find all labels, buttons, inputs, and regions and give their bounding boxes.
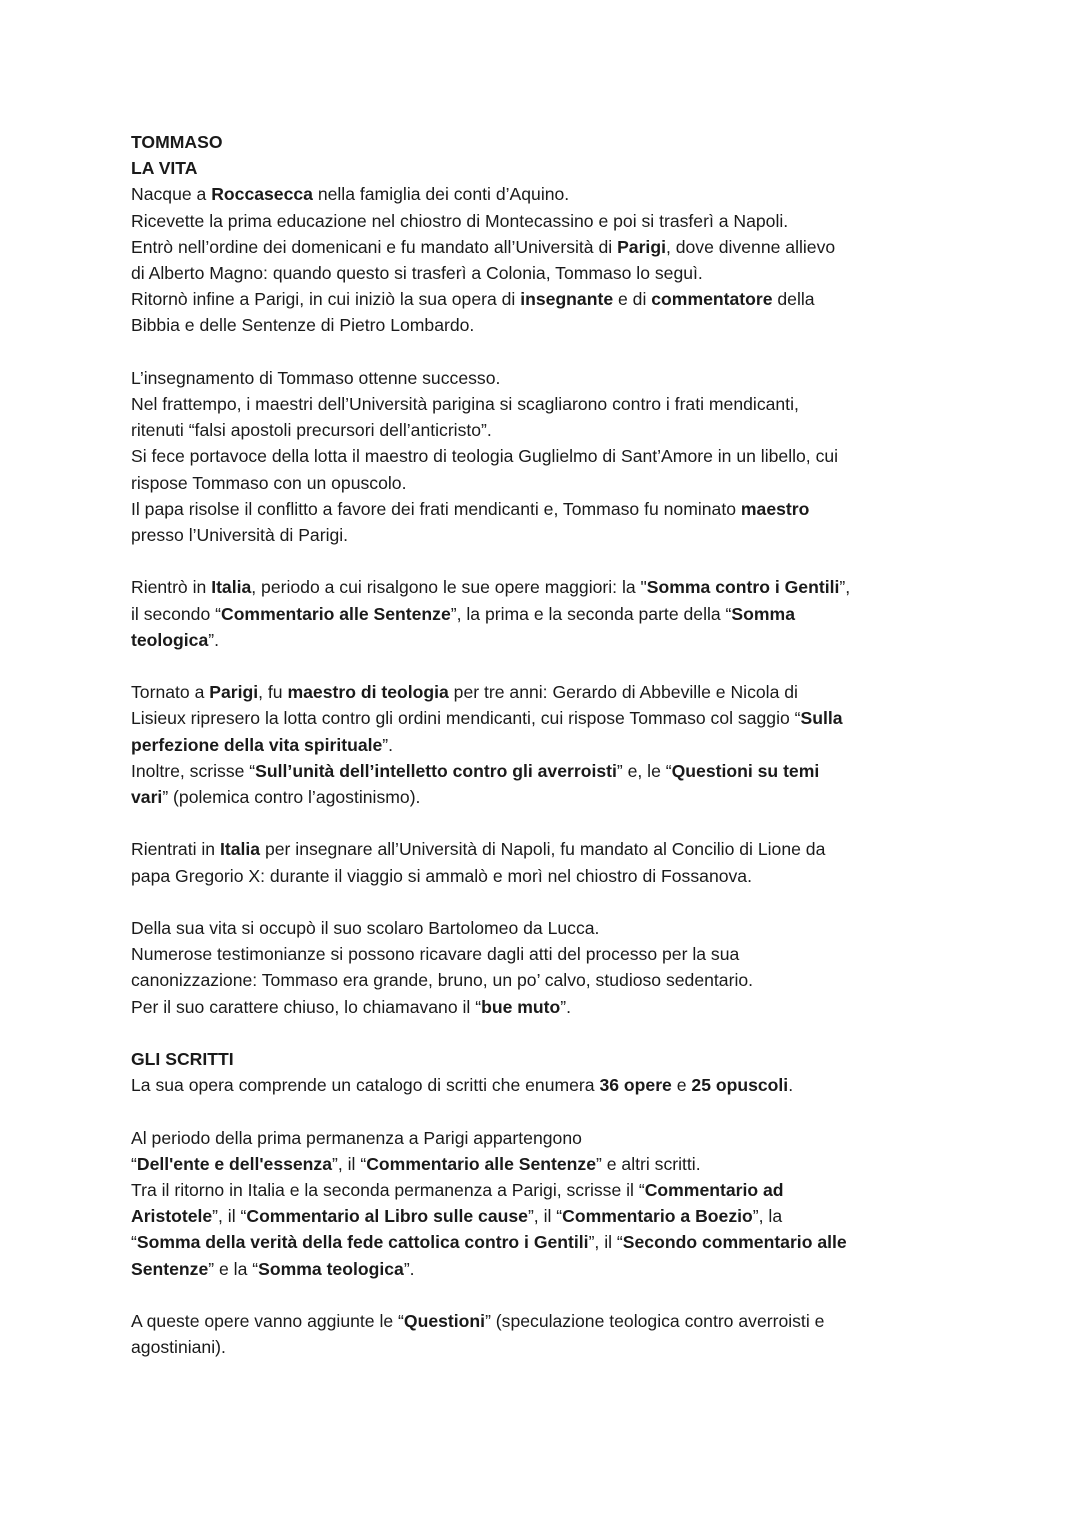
bold-text: perfezione della vita spirituale xyxy=(131,734,383,755)
bold-text: Commentario alle Sentenze xyxy=(220,603,451,624)
text-line xyxy=(131,1334,961,1360)
text-run: Entrò nell’ordine dei domenicani e fu mandato all’Università di xyxy=(131,236,618,257)
text-run: ”, la prima e la seconda parte della “ xyxy=(450,603,732,624)
text-run: ” e altri scritti. xyxy=(595,1153,701,1174)
text-line xyxy=(131,1072,961,1098)
bold-text: Sentenze xyxy=(131,1258,209,1279)
text-run: Rientrò in xyxy=(131,577,212,598)
text-run: Rientrati in xyxy=(131,839,220,860)
text-line xyxy=(131,234,961,260)
bold-text: Dell'ente e dell'essenza xyxy=(136,1153,333,1174)
bold-text: Roccasecca xyxy=(211,184,313,205)
text-run: “ xyxy=(131,1232,137,1253)
text-line xyxy=(131,1256,961,1282)
text-line xyxy=(131,915,961,941)
text-run: ” (speculazione teologica contro averroisti e xyxy=(485,1311,825,1332)
text-line xyxy=(131,967,961,993)
text-line xyxy=(131,181,961,207)
text-run: , periodo a cui risalgono le sue opere maggiori: la " xyxy=(251,577,647,598)
text-run: canonizzazione: Tommaso era grande, bruno, un po’ calvo, studioso sedentario. xyxy=(131,970,754,991)
text-line xyxy=(131,286,961,312)
bold-text: commentatore xyxy=(651,289,773,310)
text-line xyxy=(131,208,961,234)
text-line xyxy=(131,417,961,443)
text-run: Della sua vita si occupò il suo scolaro Bartolomeo da Lucca. xyxy=(131,918,600,939)
text-line xyxy=(131,391,961,417)
text-line xyxy=(131,365,961,391)
bold-text: Somma contro i Gentili xyxy=(646,577,840,598)
text-run: Si fece portavoce della lotta il maestro di teologia Guglielmo di Sant’Amore in un libello, cui xyxy=(131,446,839,467)
blank-line xyxy=(131,889,961,915)
text-line xyxy=(131,1308,961,1334)
blank-line xyxy=(131,339,961,365)
text-run: e di xyxy=(613,289,652,310)
text-run: ” (polemica contro l’agostinismo). xyxy=(162,787,421,808)
bold-text: Questioni xyxy=(403,1311,486,1332)
text-run: agostiniani). xyxy=(131,1337,226,1358)
text-run: ”, la xyxy=(752,1206,783,1227)
text-run: ”, il “ xyxy=(588,1232,623,1253)
text-line xyxy=(131,260,961,286)
blank-line xyxy=(131,548,961,574)
text-line xyxy=(131,312,961,338)
text-line xyxy=(131,732,961,758)
blank-line xyxy=(131,810,961,836)
text-run: Tra il ritorno in Italia e la seconda permanenza a Parigi, scrisse il “ xyxy=(131,1180,645,1201)
text-run: Per il suo carattere chiuso, lo chiamavano il “ xyxy=(131,996,482,1017)
text-run: ”. xyxy=(560,996,572,1017)
text-run: Nacque a xyxy=(131,184,212,205)
text-run: per insegnare all’Università di Napoli, fu mandato al Concilio di Lione da xyxy=(260,839,826,860)
text-run: il secondo “ xyxy=(131,603,221,624)
text-line xyxy=(131,627,961,653)
text-line xyxy=(131,1046,961,1072)
bold-text: Somma teologica xyxy=(258,1258,404,1279)
text-line xyxy=(131,1229,961,1255)
text-run: ”, il “ xyxy=(332,1153,367,1174)
text-line xyxy=(131,784,961,810)
bold-text: maestro di teologia xyxy=(287,682,449,703)
text-line xyxy=(131,522,961,548)
bold-text: Sulla xyxy=(800,708,843,729)
text-run: ”, il “ xyxy=(527,1206,563,1227)
text-line xyxy=(131,470,961,496)
text-run: A queste opere vanno aggiunte le “ xyxy=(131,1311,404,1332)
bold-text: 36 opere xyxy=(599,1075,672,1096)
bold-text: 25 opuscoli xyxy=(691,1075,789,1096)
bold-text: Parigi xyxy=(209,682,259,703)
text-line xyxy=(131,129,961,155)
text-line xyxy=(131,155,961,181)
text-line xyxy=(131,705,961,731)
text-run: ” e la “ xyxy=(208,1258,259,1279)
bold-text: Somma della verità della fede cattolica contro i Gentili xyxy=(136,1232,589,1253)
text-run: Inoltre, scrisse “ xyxy=(131,760,256,781)
text-line xyxy=(131,679,961,705)
text-run: Nel frattempo, i maestri dell’Università parigina si scagliarono contro i frati mendicanti, xyxy=(131,394,799,415)
blank-line xyxy=(131,1020,961,1046)
text-line xyxy=(131,1151,961,1177)
text-line xyxy=(131,941,961,967)
text-run: ”, il “ xyxy=(212,1206,247,1227)
bold-text: Secondo commentario alle xyxy=(622,1232,847,1253)
bold-text: Commentario al Libro sulle cause xyxy=(246,1206,528,1227)
text-run: ”, xyxy=(839,577,851,598)
text-run: “ xyxy=(131,1153,137,1174)
text-run: e xyxy=(671,1075,692,1096)
text-run: Al periodo della prima permanenza a Parigi appartengono xyxy=(131,1127,582,1148)
bold-text: Commentario ad xyxy=(644,1180,784,1201)
text-run: nella famiglia dei conti d’Aquino. xyxy=(312,184,570,205)
text-run: Numerose testimonianze si possono ricavare dagli atti del processo per la sua xyxy=(131,944,740,965)
bold-text: Aristotele xyxy=(131,1206,213,1227)
text-run: Ritornò infine a Parigi, in cui iniziò la sua opera di xyxy=(131,289,521,310)
text-run: Tornato a xyxy=(131,682,210,703)
text-run: papa Gregorio X: durante il viaggio si ammalò e morì nel chiostro di Fossanova. xyxy=(131,865,752,886)
blank-line xyxy=(131,1098,961,1124)
text-run: ”. xyxy=(382,734,394,755)
text-line xyxy=(131,574,961,600)
text-line xyxy=(131,836,961,862)
blank-line xyxy=(131,653,961,679)
document-body xyxy=(131,129,961,1360)
bold-text: Commentario a Boezio xyxy=(562,1206,753,1227)
text-line xyxy=(131,1125,961,1151)
text-run: , fu xyxy=(258,682,288,703)
bold-text: Italia xyxy=(219,839,261,860)
bold-text: LA VITA xyxy=(131,158,198,179)
bold-text: Commentario alle Sentenze xyxy=(366,1153,596,1174)
bold-text: teologica xyxy=(131,629,209,650)
text-run: di Alberto Magno: quando questo si trasferì a Colonia, Tommaso lo seguì. xyxy=(131,263,703,284)
text-run: presso l’Università di Parigi. xyxy=(131,525,349,546)
text-line xyxy=(131,994,961,1020)
text-line xyxy=(131,601,961,627)
text-line xyxy=(131,443,961,469)
bold-text: Parigi xyxy=(617,236,666,257)
bold-text: bue muto xyxy=(481,996,561,1017)
blank-line xyxy=(131,1282,961,1308)
bold-text: Italia xyxy=(211,577,252,598)
text-run: L’insegnamento di Tommaso ottenne successo. xyxy=(131,367,501,388)
bold-text: Sull’unità dell’intelletto contro gli averroisti xyxy=(255,760,617,781)
text-run: ”. xyxy=(403,1258,415,1279)
bold-text: Somma xyxy=(731,603,795,624)
text-run: Il papa risolse il conflitto a favore dei frati mendicanti e, Tommaso fu nominato xyxy=(131,498,741,519)
text-run: ritenuti “falsi apostoli precursori dell’anticristo”. xyxy=(131,420,492,441)
bold-text: vari xyxy=(131,787,163,808)
bold-text: Questioni su temi xyxy=(671,760,820,781)
text-run: Ricevette la prima educazione nel chiostro di Montecassino e poi si trasferì a Napoli. xyxy=(131,210,789,231)
bold-text: GLI SCRITTI xyxy=(131,1049,234,1070)
text-run: rispose Tommaso con un opuscolo. xyxy=(131,472,407,493)
text-run: Lisieux ripresero la lotta contro gli ordini mendicanti, cui rispose Tommaso col saggio “ xyxy=(131,708,801,729)
text-line xyxy=(131,863,961,889)
text-run: La sua opera comprende un catalogo di scritti che enumera xyxy=(131,1075,600,1096)
text-run: . xyxy=(788,1075,794,1096)
bold-text: insegnante xyxy=(520,289,614,310)
text-run: della xyxy=(772,289,815,310)
text-run: ”. xyxy=(208,629,219,650)
text-line xyxy=(131,496,961,522)
text-run: per tre anni: Gerardo di Abbeville e Nicola di xyxy=(448,682,798,703)
text-run: , dove divenne allievo xyxy=(665,236,836,257)
bold-text: TOMMASO xyxy=(131,132,223,152)
text-run: Bibbia e delle Sentenze di Pietro Lombardo. xyxy=(131,315,475,336)
text-line xyxy=(131,1203,961,1229)
text-line xyxy=(131,758,961,784)
bold-text: maestro xyxy=(740,498,810,519)
text-run: ” e, le “ xyxy=(616,760,672,781)
text-line xyxy=(131,1177,961,1203)
